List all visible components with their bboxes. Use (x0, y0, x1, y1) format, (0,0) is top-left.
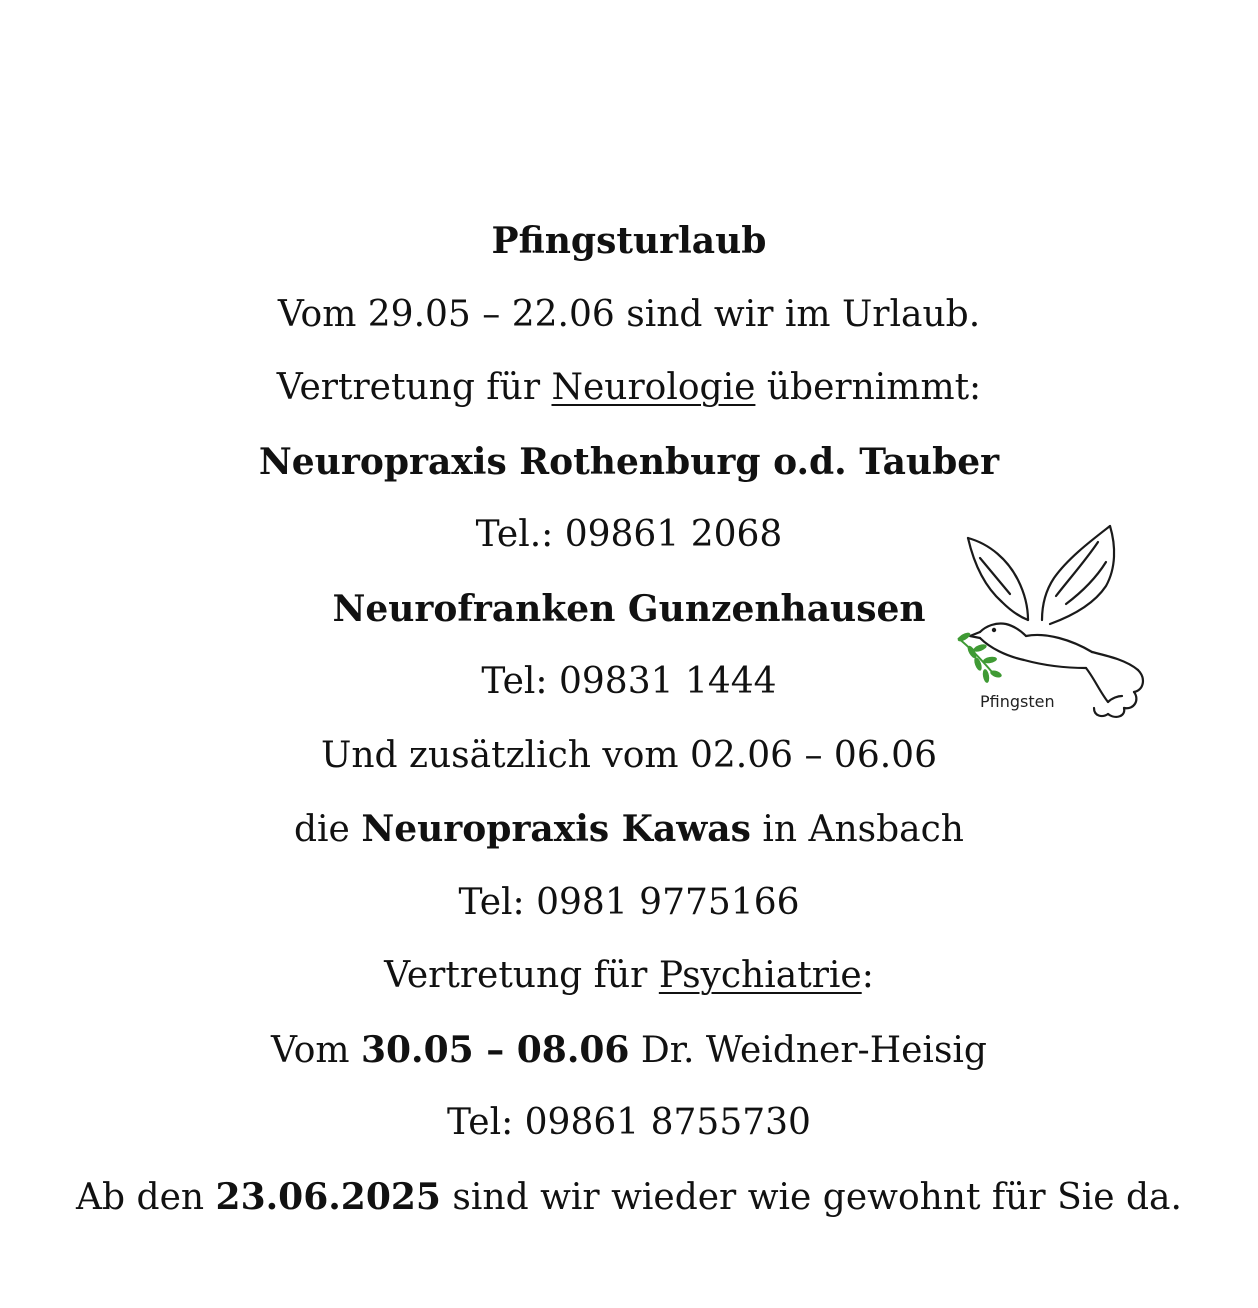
intro-prefix: Vertretung für (384, 955, 659, 996)
practice-gunzenhausen-name: Neurofranken Gunzenhausen (332, 587, 926, 630)
dove-caption: Pfingsten (980, 692, 1055, 711)
intro-suffix: : (861, 955, 874, 996)
psychiatry-period-dates: 30.05 – 08.06 (360, 1028, 630, 1071)
practice-kawas-line (0, 798, 1258, 872)
psychiatry-period-line (0, 1019, 1258, 1093)
practice-kawas-name: Neuropraxis Kawas (361, 808, 751, 850)
intro-prefix: Vertretung für (276, 367, 552, 408)
return-prefix: Ab den (76, 1176, 216, 1218)
neurology-keyword: Neurologie (551, 367, 756, 408)
practice-rothenburg-name: Neuropraxis Rothenburg o.d. Tauber (258, 440, 1000, 483)
practice-rothenburg-phone: Tel.: 09861 2068 (475, 514, 783, 555)
period-prefix: Vom (271, 1029, 361, 1071)
return-suffix: sind wir wieder wie gewohnt für Sie da. (440, 1176, 1182, 1218)
psychiatry-keyword: Psychiatrie (658, 955, 862, 996)
return-line (0, 1166, 1258, 1240)
practice-kawas-prefix: die (294, 809, 362, 850)
notice-title: Pfingsturlaub (491, 220, 767, 262)
dove-with-olive-branch-icon (950, 520, 1156, 728)
practice-kawas-phone: Tel: 0981 9775166 (458, 881, 800, 923)
practice-kawas-location: in Ansbach (750, 809, 964, 850)
return-date: 23.06.2025 (215, 1175, 441, 1218)
neurology-substitute-intro (0, 357, 1258, 431)
psychiatry-doctor: Dr. Weidner-Heisig (629, 1029, 987, 1071)
additional-period: Und zusätzlich vom 02.06 – 06.06 (321, 734, 937, 776)
intro-suffix: übernimmt: (755, 367, 982, 408)
closure-period: Vom 29.05 – 22.06 sind wir im Urlaub. (277, 293, 981, 335)
psychiatry-phone: Tel: 09861 8755730 (447, 1102, 811, 1143)
psychiatry-substitute-intro (0, 945, 1258, 1019)
practice-gunzenhausen-phone: Tel: 09831 1444 (481, 661, 777, 702)
